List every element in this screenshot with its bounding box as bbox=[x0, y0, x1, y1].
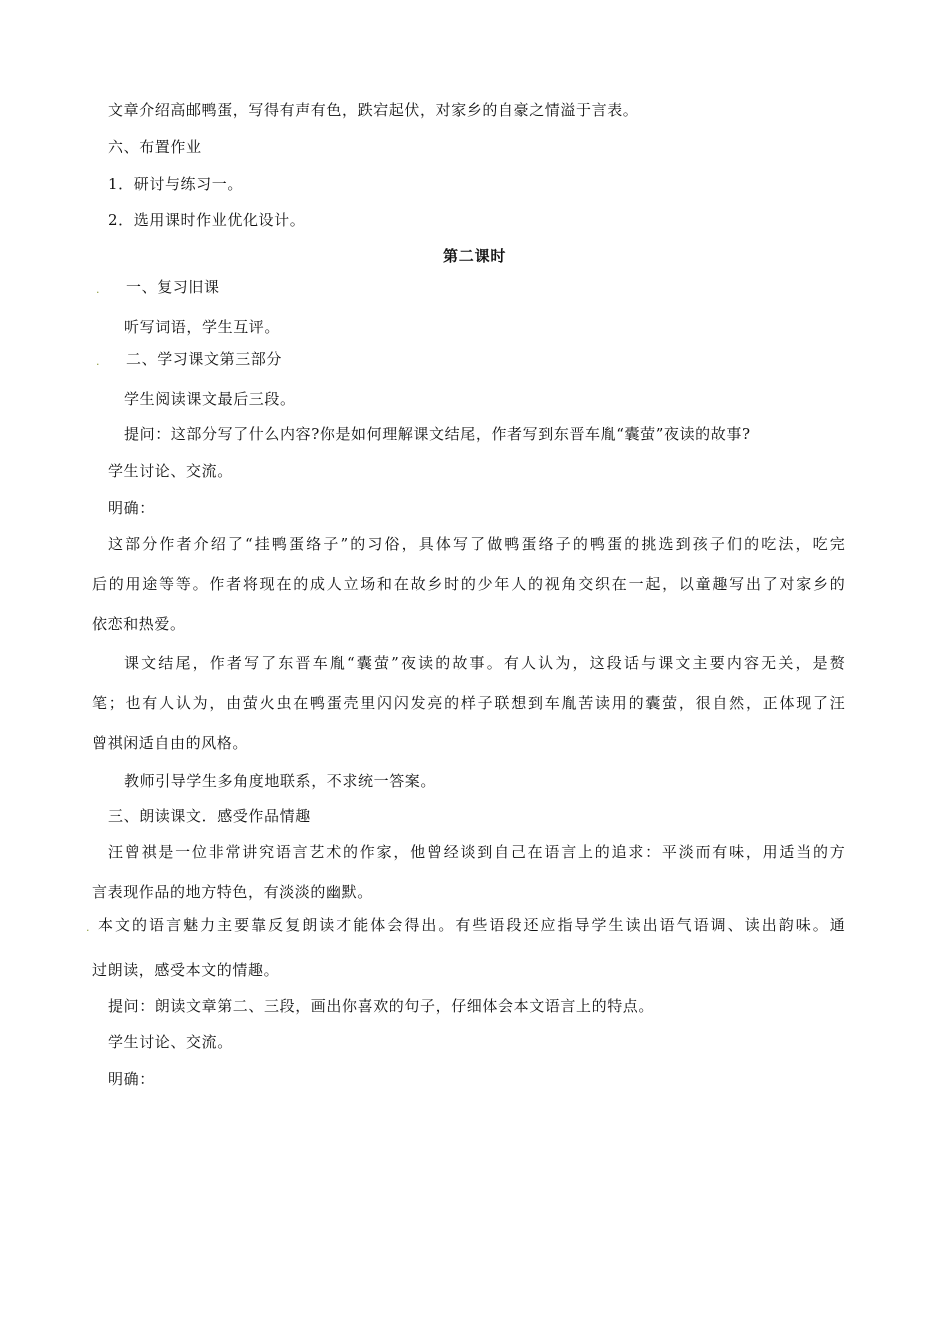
paragraph-line: 文章介绍高邮鸭蛋，写得有声有色，跌宕起伏，对家乡的自豪之情溢于言表。 bbox=[108, 101, 639, 119]
assignment-item-1: 1．研讨与练习一。 bbox=[108, 175, 243, 193]
assignment-item-2: 2．选用课时作业优化设计。 bbox=[108, 211, 306, 229]
paragraph-line: 本文的语言魅力主要靠反复朗读才能体会得出。有些语段还应指导学生读出语气语调、读出韵味。通 bbox=[98, 916, 845, 934]
section-heading-study: 二、学习课文第三部分 bbox=[126, 350, 283, 368]
clarify-label-1: 明确： bbox=[108, 499, 155, 517]
margin-marker: . bbox=[96, 355, 100, 368]
paragraph-line: 这部分作者介绍了“挂鸭蛋络子”的习俗，具体写了做鸭蛋络子的鸭蛋的挑选到孩子们的吃法，吃完 bbox=[108, 535, 845, 553]
paragraph-line: 言表现作品的地方特色，有淡淡的幽默。 bbox=[92, 883, 373, 901]
paragraph-line: 曾祺闲适自由的风格。 bbox=[92, 734, 249, 752]
reading-instruction: 学生阅读课文最后三段。 bbox=[124, 390, 296, 408]
paragraph-line: 依恋和热爱。 bbox=[92, 615, 186, 633]
teacher-guidance: 教师引导学生多角度地联系，不求统一答案。 bbox=[124, 772, 437, 790]
clarify-label-2: 明确： bbox=[108, 1070, 155, 1088]
review-text: 听写词语，学生互评。 bbox=[124, 318, 281, 336]
margin-marker: . bbox=[96, 283, 100, 296]
paragraph-line: 笔；也有人认为，由萤火虫在鸭蛋壳里闪闪发亮的样子联想到车胤苦读用的囊萤，很自然，正体现了汪 bbox=[92, 694, 845, 712]
discussion-1: 学生讨论、交流。 bbox=[108, 462, 233, 480]
section-heading-reading: 三、朗读课文．感受作品情趣 bbox=[108, 807, 311, 825]
lesson-title: 第二课时 bbox=[443, 247, 507, 265]
section-heading-review: 一、复习旧课 bbox=[126, 278, 220, 296]
paragraph-line: 过朗读，感受本文的情趣。 bbox=[92, 961, 280, 979]
question-1: 提问：这部分写了什么内容?你是如何理解课文结尾，作者写到东晋车胤“囊萤”夜读的故事? bbox=[124, 425, 751, 443]
paragraph-line: 汪曾祺是一位非常讲究语言艺术的作家，他曾经谈到自己在语言上的追求：平淡而有味，用适当的方 bbox=[108, 843, 845, 861]
discussion-2: 学生讨论、交流。 bbox=[108, 1033, 233, 1051]
paragraph-line: 后的用途等等。作者将现在的成人立场和在故乡时的少年人的视角交织在一起，以童趣写出了对家乡的 bbox=[92, 575, 845, 593]
margin-marker: . bbox=[86, 921, 90, 934]
section-heading-assignment: 六、布置作业 bbox=[108, 138, 202, 156]
paragraph-line: 课文结尾，作者写了东晋车胤“囊萤”夜读的故事。有人认为，这段话与课文主要内容无关，是赘 bbox=[124, 654, 845, 672]
question-2: 提问：朗读文章第二、三段，画出你喜欢的句子，仔细体会本文语言上的特点。 bbox=[108, 997, 655, 1015]
